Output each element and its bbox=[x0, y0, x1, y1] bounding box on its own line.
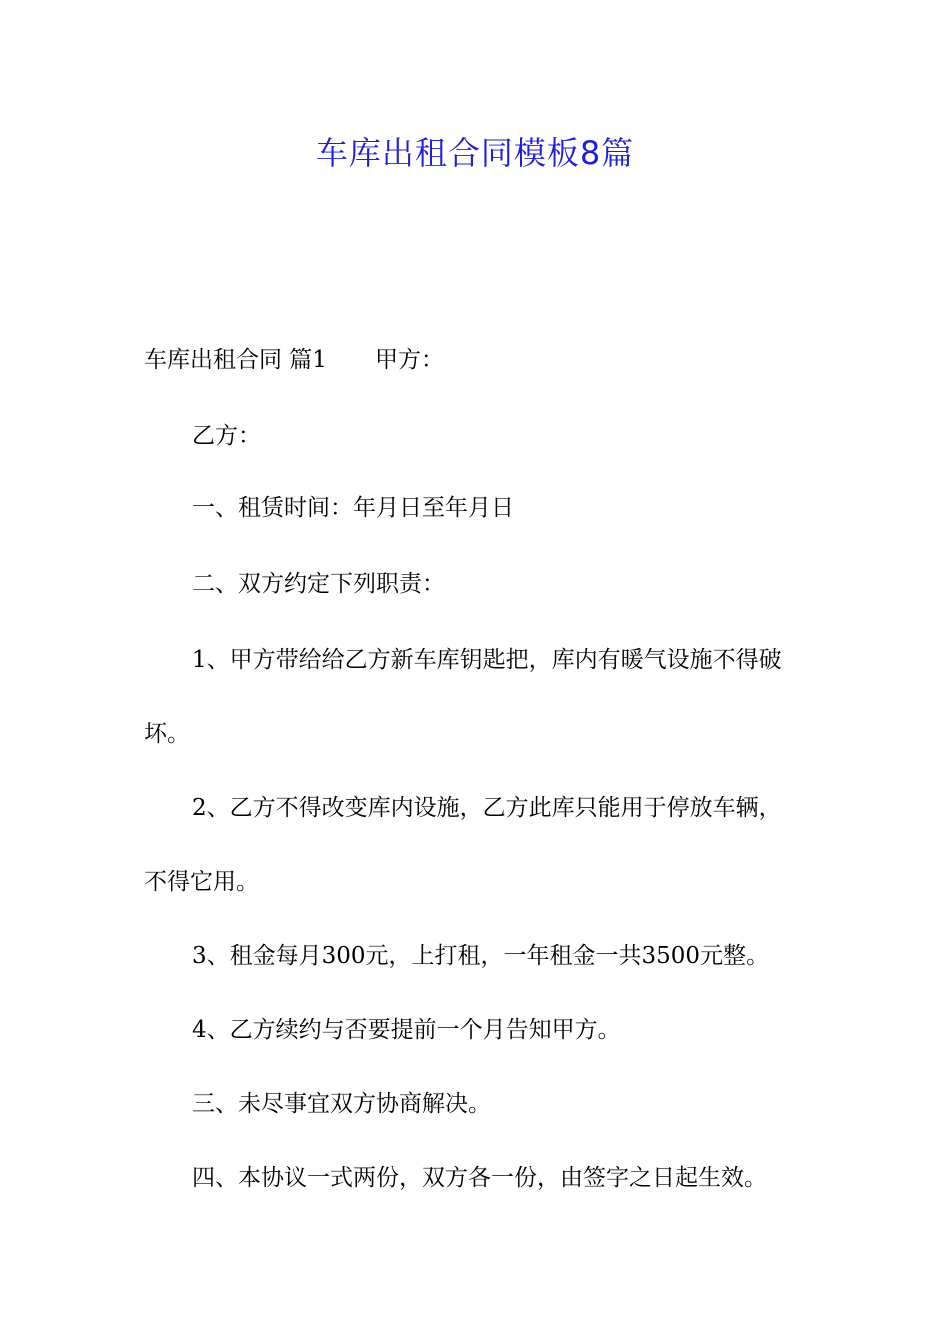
clause-other-matters: 三、未尽事宜双方协商解决。 bbox=[192, 1091, 491, 1117]
clause-lease-term: 一、租赁时间：年月日至年月日 bbox=[192, 495, 514, 521]
contract-header-line bbox=[144, 344, 444, 376]
item-2-line-2: 不得它用。 bbox=[144, 869, 259, 895]
contract-heading: 车库出租合同 篇1 bbox=[144, 347, 327, 373]
item-2-line-1: 2、乙方不得改变库内设施，乙方此库只能用于停放车辆， bbox=[192, 795, 782, 821]
item-1-line-1: 1、甲方带给给乙方新车库钥匙把，库内有暖气设施不得破 bbox=[192, 647, 782, 673]
clause-responsibilities: 二、双方约定下列职责： bbox=[192, 571, 445, 597]
item-4: 4、乙方续约与否要提前一个月告知甲方。 bbox=[192, 1017, 621, 1043]
item-3: 3、租金每月300元，上打租，一年租金一共3500元整。 bbox=[192, 943, 770, 969]
party-b-label: 乙方： bbox=[192, 423, 261, 449]
item-1-line-2: 坏。 bbox=[144, 721, 190, 747]
document-title: 车库出租合同模板8篇 bbox=[315, 134, 635, 172]
party-a-label: 甲方： bbox=[374, 347, 444, 373]
clause-effectiveness: 四、本协议一式两份，双方各一份，由签字之日起生效。 bbox=[192, 1165, 767, 1191]
